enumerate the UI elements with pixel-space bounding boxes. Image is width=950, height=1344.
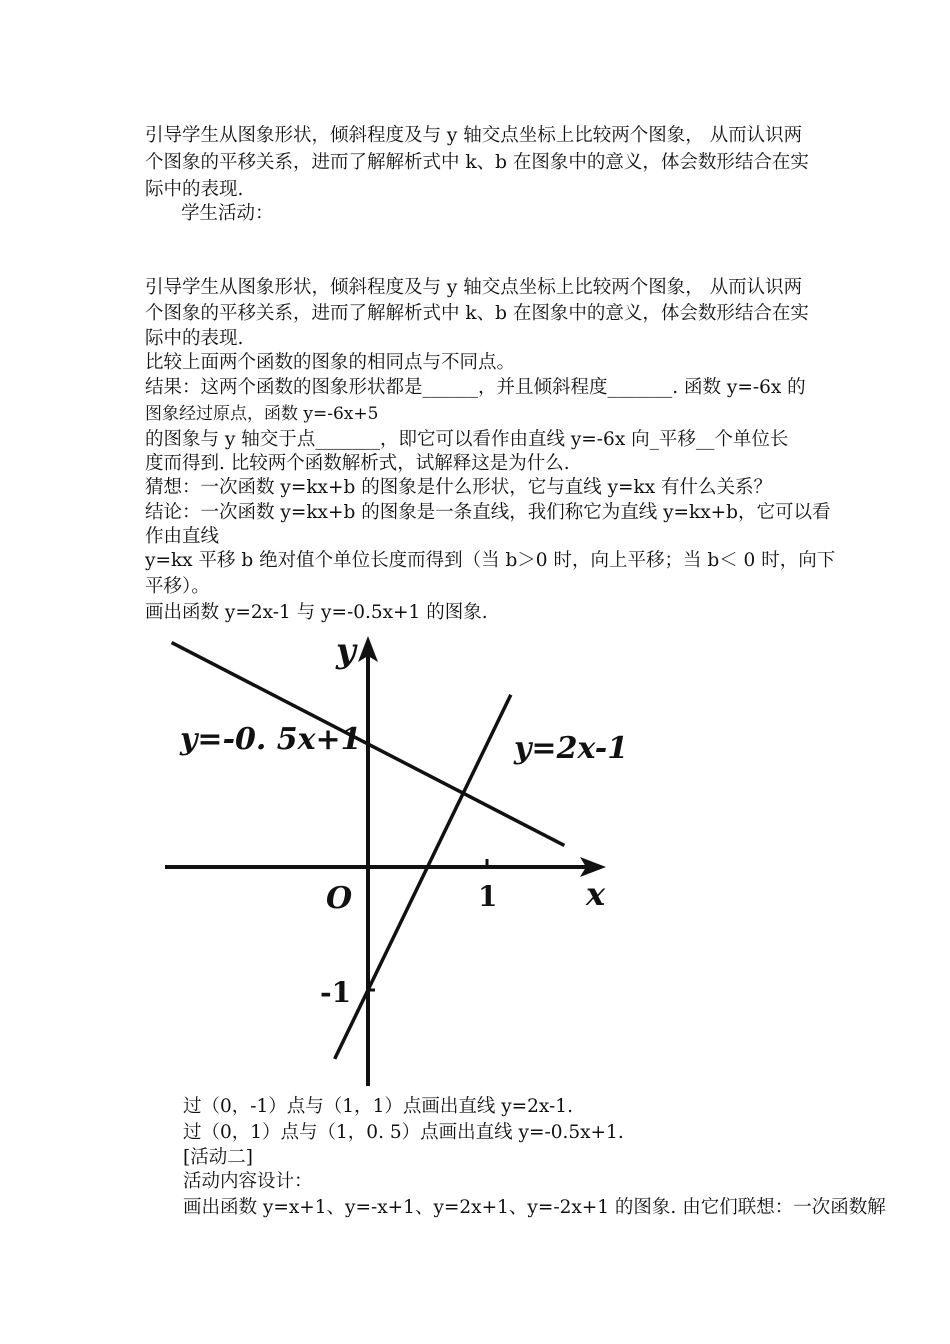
- text-line: 个图象的平移关系，进而了解解析式中 k、b 在图象中的意义，体会数形结合在实: [145, 303, 809, 324]
- activity2-design: 活动内容设计：: [183, 1171, 313, 1192]
- text-line: 引导学生从图象形状，倾斜程度及与 y 轴交点坐标上比较两个图象， 从而认识两: [145, 277, 803, 298]
- axis-y-label: y: [336, 631, 356, 671]
- activity2-text: 画出函数 y=x+1、y=-x+1、y=2x+1、y=-2x+1 的图象. 由它们联想：一次函数解: [183, 1197, 886, 1218]
- text-line: 个图象的平移关系，进而了解解析式中 k、b 在图象中的意义，体会数形结合在实: [145, 152, 809, 173]
- draw-instruction: 画出函数 y=2x-1 与 y=-0.5x+1 的图象.: [145, 602, 488, 623]
- text-line: 引导学生从图象形状，倾斜程度及与 y 轴交点坐标上比较两个图象， 从而认识两: [145, 125, 803, 146]
- function-graph: [160, 630, 630, 1090]
- student-activity-heading: 学生活动：: [181, 203, 274, 224]
- line2-label: y=2x-1: [514, 731, 629, 766]
- step-line: 过（0，1）点与（1，0. 5）点画出直线 y=-0.5x+1.: [183, 1122, 624, 1143]
- text-line: 际中的表现.: [145, 179, 244, 200]
- step-line: 过（0，-1）点与（1，1）点画出直线 y=2x-1.: [183, 1096, 573, 1117]
- text-line: 作由直线: [145, 526, 220, 547]
- text-line: 际中的表现.: [145, 328, 244, 349]
- tick-x-1-label: 1: [478, 880, 498, 913]
- compare-line: 比较上面两个函数的图象的相同点与不同点。: [145, 352, 516, 373]
- origin-label: O: [326, 881, 353, 916]
- tick-y-neg1-label: -1: [320, 976, 352, 1009]
- text-line: 图象经过原点，函数 y=-6x+5: [145, 404, 379, 424]
- text-line: 的图象与 y 轴交于点_______，即它可以看作由直线 y=-6x 向_平移__个单位长: [145, 429, 789, 450]
- text-line: y=kx 平移 b 绝对值个单位长度而得到（当 b＞0 时，向上平移；当 b＜ 0 时，向下: [145, 550, 836, 571]
- line1-label: y=-0. 5x+1: [180, 722, 362, 757]
- axis-x-label: x: [586, 875, 606, 913]
- text-line: 平移）。: [145, 576, 210, 597]
- text-line: 度而得到. 比较两个函数解析式，试解释这是为什么.: [145, 453, 570, 474]
- text-line: 结论：一次函数 y=kx+b 的图象是一条直线，我们称它为直线 y=kx+b，它可以看: [145, 502, 831, 523]
- text-line: 结果：这两个函数的图象形状都是______，并且倾斜程度_______. 函数 y=-6x 的: [145, 377, 806, 398]
- activity2-title: [活动二]: [183, 1147, 253, 1168]
- guess-line: 猜想：一次函数 y=kx+b 的图象是什么形状，它与直线 y=kx 有什么关系？: [145, 477, 773, 498]
